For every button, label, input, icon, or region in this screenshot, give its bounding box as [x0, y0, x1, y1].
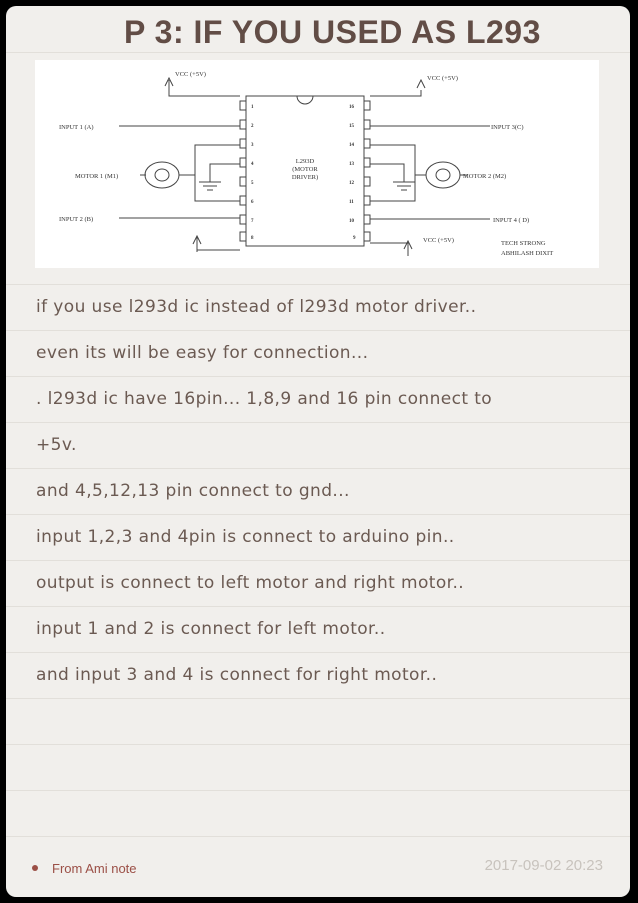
divider — [6, 744, 630, 745]
divider — [6, 330, 630, 331]
svg-text:12: 12 — [349, 181, 354, 186]
divider — [6, 422, 630, 423]
svg-text:9: 9 — [353, 236, 356, 241]
svg-text:6: 6 — [251, 200, 254, 205]
svg-text:15: 15 — [349, 124, 354, 129]
svg-text:11: 11 — [349, 200, 354, 205]
motor1-label: MOTOR 1 (M1) — [75, 173, 119, 180]
divider — [6, 284, 630, 285]
divider — [6, 468, 630, 469]
input3-label: INPUT 3(C) — [491, 124, 524, 131]
source-link[interactable] — [52, 861, 137, 876]
note-line: +5v. — [36, 435, 77, 455]
svg-text:10: 10 — [349, 219, 354, 224]
divider — [6, 560, 630, 561]
note-line: and 4,5,12,13 pin connect to gnd... — [36, 481, 350, 501]
vcc-label-bottom: VCC (+5V) — [423, 237, 454, 244]
divider — [6, 606, 630, 607]
page-title: P 3: IF YOU USED AS L293 — [124, 14, 541, 50]
chip-label-2: (MOTOR — [292, 166, 318, 173]
note-line: and input 3 and 4 is connect for right motor.. — [36, 665, 438, 685]
note-line: input 1 and 2 is connect for left motor.. — [36, 619, 386, 639]
timestamp: 2017-09-02 20:23 — [484, 857, 603, 874]
divider — [6, 790, 630, 791]
note-line: if you use l293d ic instead of l293d motor driver.. — [36, 297, 477, 317]
note-page — [6, 6, 630, 897]
note-line: . l293d ic have 16pin... 1,8,9 and 16 pin connect to — [36, 389, 493, 409]
vcc-label-left: VCC (+5V) — [175, 71, 206, 78]
svg-text:1: 1 — [251, 105, 254, 110]
divider — [6, 652, 630, 653]
svg-text:13: 13 — [349, 162, 354, 167]
note-line: input 1,2,3 and 4pin is connect to arduino pin.. — [36, 527, 455, 547]
svg-text:14: 14 — [349, 143, 354, 148]
input2-label: INPUT 2 (B) — [59, 216, 94, 223]
divider — [6, 376, 630, 377]
source-label: From Ami note — [52, 861, 137, 876]
svg-text:5: 5 — [251, 181, 254, 186]
credit-line-1: TECH STRONG — [501, 240, 546, 247]
vcc-label-right: VCC (+5V) — [427, 75, 458, 82]
svg-text:7: 7 — [251, 219, 254, 224]
svg-text:4: 4 — [251, 162, 254, 167]
chip-label-3: DRIVER) — [291, 174, 319, 181]
divider — [6, 836, 630, 837]
motor2-label: MOTOR 2 (M2) — [463, 173, 507, 180]
divider — [6, 52, 630, 53]
input4-label: INPUT 4 ( D) — [493, 217, 530, 224]
note-line: even its will be easy for connection... — [36, 343, 369, 363]
divider — [6, 514, 630, 515]
svg-text:3: 3 — [251, 143, 254, 148]
credit-line-2: ABHILASH DIXIT — [501, 250, 554, 257]
svg-text:8: 8 — [251, 236, 254, 241]
chip-label-1: L293D — [295, 158, 315, 165]
bullet-icon — [32, 865, 38, 871]
l293d-wiring-diagram — [35, 60, 599, 268]
divider — [6, 698, 630, 699]
svg-text:16: 16 — [349, 105, 354, 110]
note-line: output is connect to left motor and right motor.. — [36, 573, 465, 593]
svg-text:2: 2 — [251, 124, 254, 129]
input1-label: INPUT 1 (A) — [59, 124, 94, 131]
